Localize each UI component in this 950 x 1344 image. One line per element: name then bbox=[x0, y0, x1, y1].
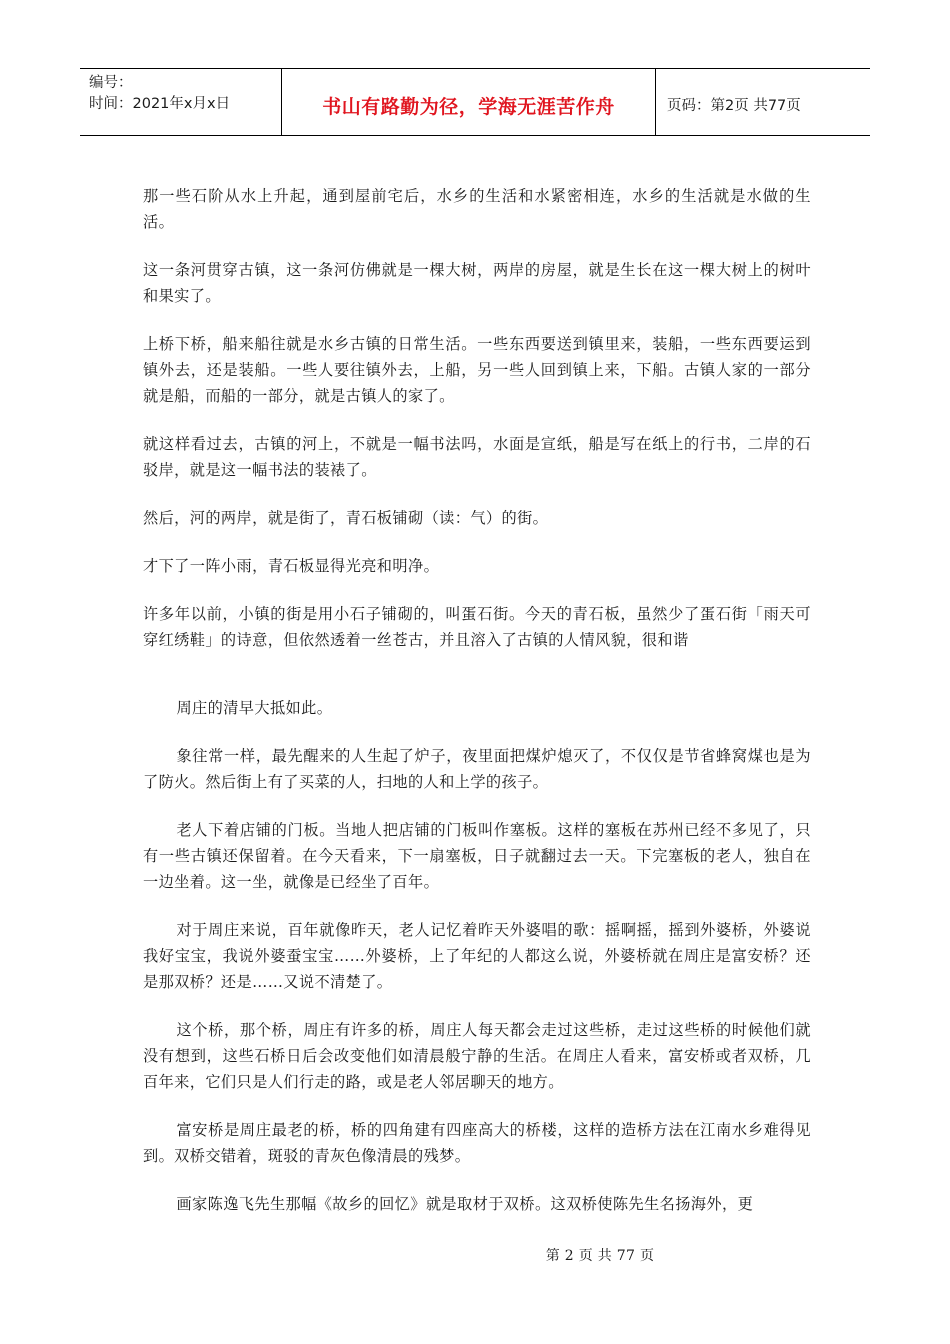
paragraph: 这一条河贯穿古镇，这一条河仿佛就是一棵大树，两岸的房屋，就是生长在这一棵大树上的树叶和果实了。 bbox=[143, 261, 811, 305]
paragraph: 就这样看过去，古镇的河上，不就是一幅书法吗，水面是宣纸，船是写在纸上的行书，二岸的石驳岸，就是这一幅书法的装裱了。 bbox=[143, 435, 811, 479]
paragraph: 上桥下桥，船来船往就是水乡古镇的日常生活。一些东西要送到镇里来，装船，一些东西要运到镇外去，还是装船。一些人要往镇外去，上船，另一些人回到镇上来，下船。古镇人家的一部分就是船，而船的一部分，就是古镇人的家了。 bbox=[143, 335, 811, 405]
date-label: 时间：2021年x月x日 bbox=[89, 96, 231, 112]
motto-text: 书山有路勤为径，学海无涯苦作舟 bbox=[322, 95, 615, 118]
paragraph: 这个桥，那个桥，周庄有许多的桥，周庄人每天都会走过这些桥，走过这些桥的时候他们就没有想到，这些石桥日后会改变他们如清晨般宁静的生活。在周庄人看来，富安桥或者双桥，几百年来，它们只是人们行走的路，或是老人邻居聊天的地方。 bbox=[143, 1021, 811, 1091]
page-header bbox=[80, 68, 870, 136]
header-meta-cell bbox=[80, 69, 282, 135]
document-body bbox=[143, 183, 811, 1239]
page-label: 页码：第2页 共77页 bbox=[667, 97, 801, 114]
paragraph: 许多年以前，小镇的街是用小石子铺砌的，叫蛋石街。今天的青石板，虽然少了蛋石街「雨天可穿红绣鞋」的诗意，但依然透着一丝苍古，并且溶入了古镇的人情风貌，很和谐 bbox=[143, 605, 811, 649]
paragraph: 对于周庄来说，百年就像昨天，老人记忆着昨天外婆唱的歌：摇啊摇，摇到外婆桥，外婆说我好宝宝，我说外婆蚕宝宝……外婆桥，上了年纪的人都这么说，外婆桥就在周庄是富安桥？还是那双桥？还是……又说不清楚了。 bbox=[143, 921, 811, 991]
paragraph: 周庄的清早大抵如此。 bbox=[176, 699, 333, 717]
header-motto-cell bbox=[282, 69, 656, 135]
paragraph: 富安桥是周庄最老的桥，桥的四角建有四座高大的桥楼，这样的造桥方法在江南水乡难得见到。双桥交错着，斑驳的青灰色像清晨的残梦。 bbox=[143, 1121, 811, 1165]
footer-page-number: 第 2 页 共 77 页 bbox=[545, 1248, 655, 1264]
paragraph: 画家陈逸飞先生那幅《故乡的回忆》就是取材于双桥。这双桥使陈先生名扬海外，更 bbox=[176, 1195, 754, 1213]
paragraph: 才下了一阵小雨，青石板显得光亮和明净。 bbox=[143, 557, 440, 575]
code-label: 编号： bbox=[89, 75, 133, 91]
paragraph: 那一些石阶从水上升起，通到屋前宅后，水乡的生活和水紧密相连，水乡的生活就是水做的生活。 bbox=[143, 187, 811, 231]
paragraph: 老人下着店铺的门板。当地人把店铺的门板叫作塞板。这样的塞板在苏州已经不多见了，只有一些古镇还保留着。在今天看来，下一扇塞板，日子就翻过去一天。下完塞板的老人，独自在一边坐着。这一坐，就像是已经坐了百年。 bbox=[143, 821, 811, 891]
paragraph: 然后，河的两岸，就是街了，青石板铺砌（读：气）的街。 bbox=[143, 509, 549, 527]
header-page-cell bbox=[656, 69, 870, 135]
paragraph: 象往常一样，最先醒来的人生起了炉子，夜里面把煤炉熄灭了，不仅仅是节省蜂窝煤也是为了防火。然后街上有了买菜的人，扫地的人和上学的孩子。 bbox=[143, 747, 811, 791]
section-gap bbox=[143, 653, 811, 695]
page-footer bbox=[0, 1245, 950, 1265]
